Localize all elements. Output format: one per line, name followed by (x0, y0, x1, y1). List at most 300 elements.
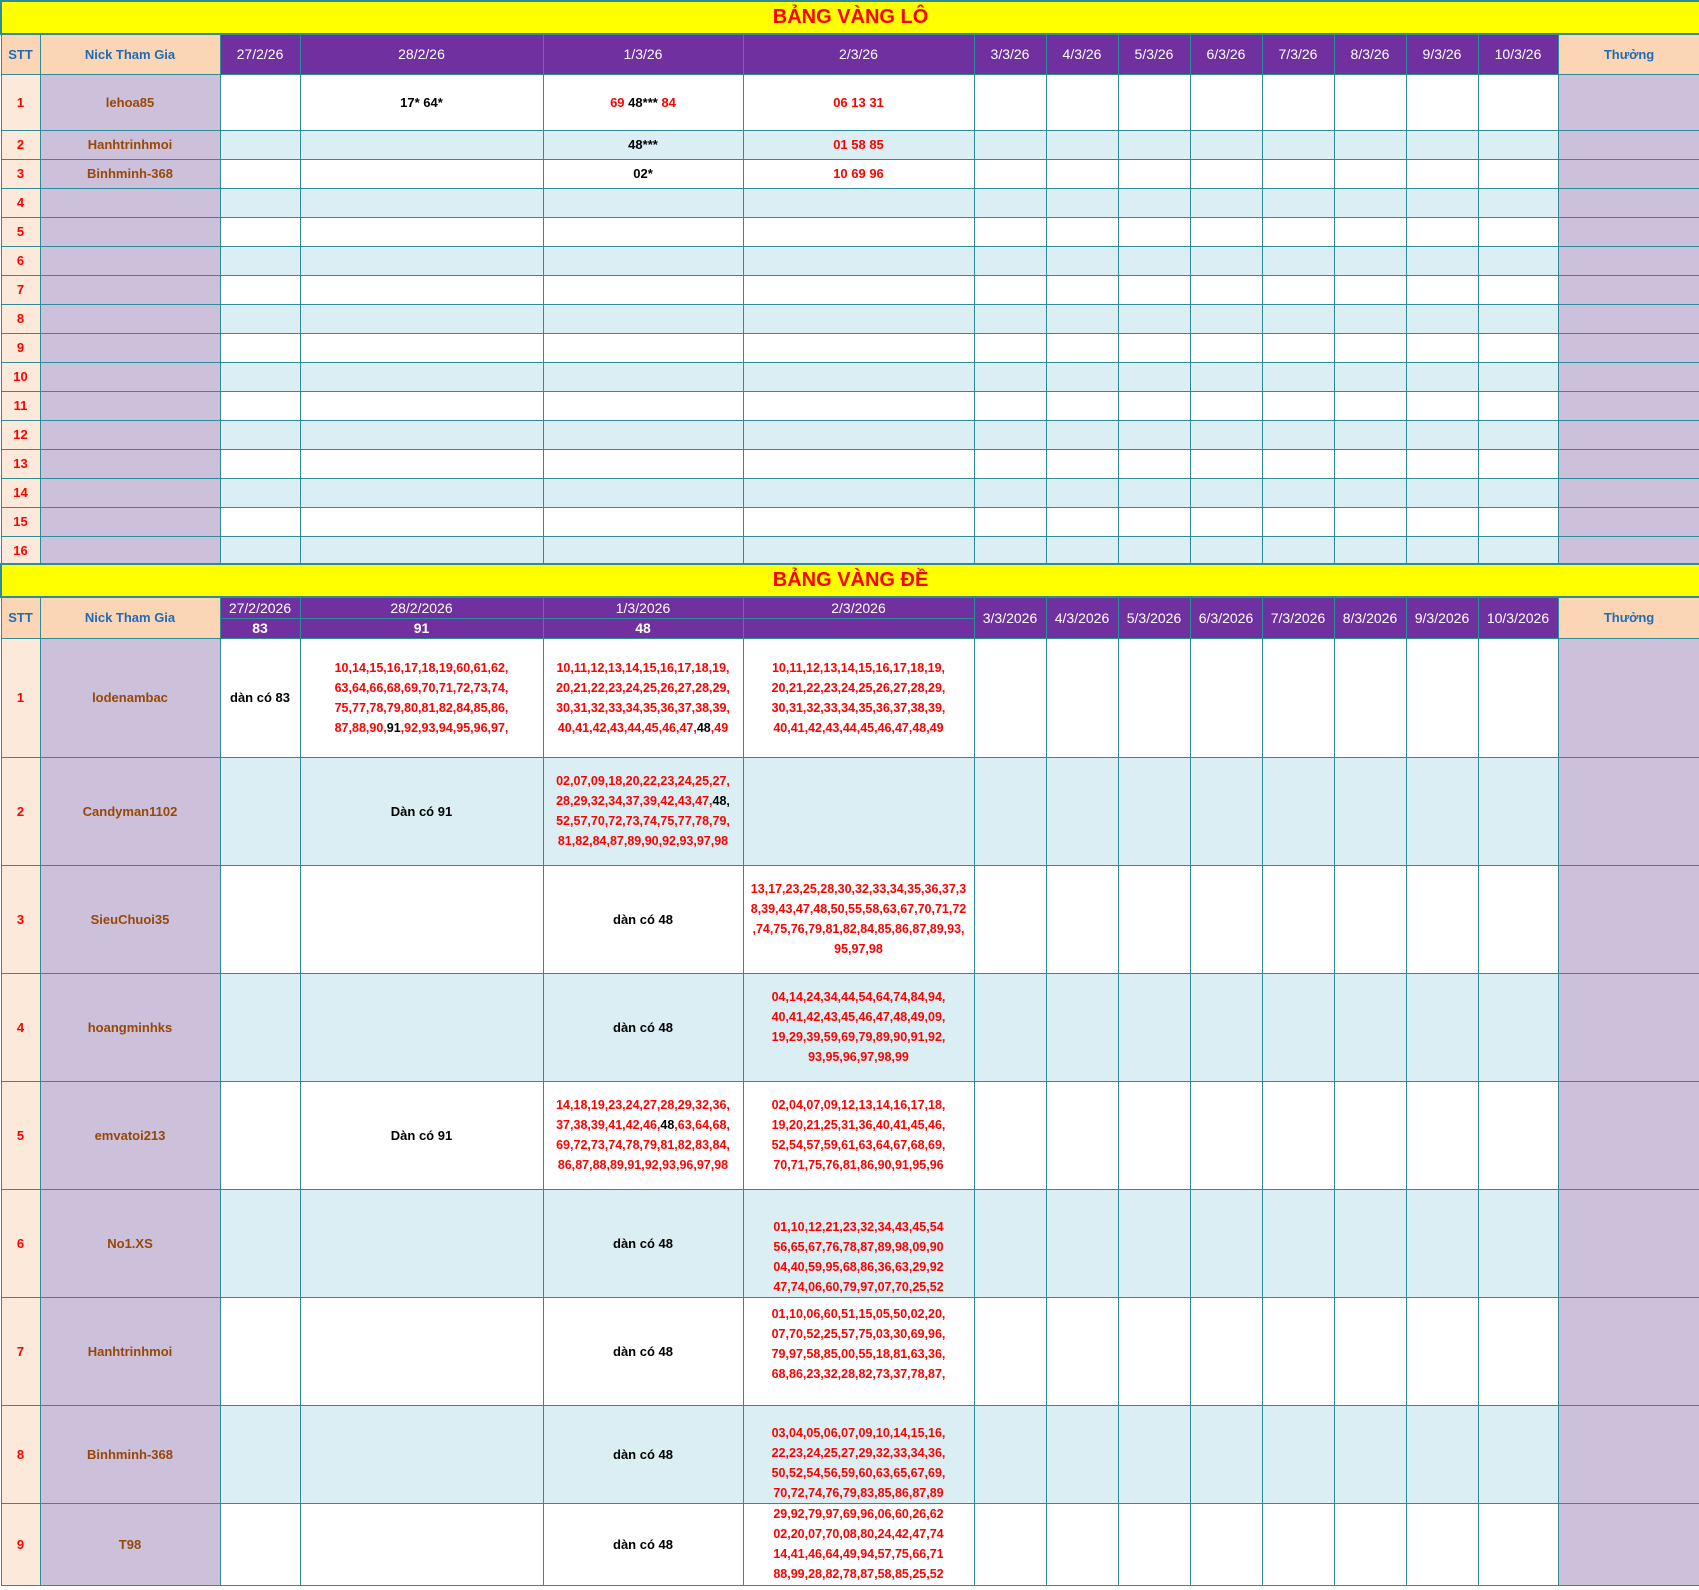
cell[interactable] (1118, 1297, 1190, 1405)
cell[interactable] (1334, 362, 1406, 391)
cell[interactable] (1334, 304, 1406, 333)
cell[interactable] (974, 217, 1046, 246)
cell[interactable] (220, 304, 300, 333)
cell[interactable] (1046, 333, 1118, 362)
cell[interactable] (1046, 865, 1118, 973)
cell[interactable] (1334, 1503, 1406, 1585)
cell[interactable] (974, 536, 1046, 565)
cell[interactable] (974, 1405, 1046, 1503)
cell[interactable] (1478, 536, 1558, 565)
nick-cell[interactable] (40, 304, 220, 333)
cell[interactable] (1190, 333, 1262, 362)
cell[interactable] (1478, 1503, 1558, 1585)
cell[interactable] (1334, 391, 1406, 420)
cell[interactable] (300, 362, 543, 391)
cell[interactable] (1406, 638, 1478, 757)
thuong-cell[interactable] (1558, 507, 1699, 536)
cell[interactable] (1046, 246, 1118, 275)
cell[interactable] (743, 1405, 974, 1503)
cell[interactable] (1406, 536, 1478, 565)
cell[interactable] (1190, 1081, 1262, 1189)
nick-cell[interactable] (40, 333, 220, 362)
cell[interactable] (300, 159, 543, 188)
thuong-cell[interactable] (1558, 130, 1699, 159)
thuong-cell[interactable] (1558, 1405, 1699, 1503)
cell[interactable] (1190, 536, 1262, 565)
cell[interactable] (743, 1081, 974, 1189)
cell[interactable] (743, 638, 974, 757)
cell[interactable] (743, 304, 974, 333)
cell[interactable] (743, 478, 974, 507)
cell[interactable] (1190, 246, 1262, 275)
cell[interactable] (1478, 159, 1558, 188)
cell[interactable] (300, 246, 543, 275)
cell[interactable] (974, 304, 1046, 333)
cell[interactable] (220, 536, 300, 565)
cell[interactable] (543, 1081, 743, 1189)
cell[interactable] (1190, 973, 1262, 1081)
cell[interactable] (220, 1405, 300, 1503)
cell[interactable] (1262, 159, 1334, 188)
thuong-cell[interactable] (1558, 420, 1699, 449)
cell[interactable]: 10 69 96 (743, 159, 974, 188)
cell[interactable] (1262, 1405, 1334, 1503)
cell[interactable] (300, 130, 543, 159)
cell[interactable] (974, 333, 1046, 362)
cell[interactable] (1190, 362, 1262, 391)
cell[interactable] (220, 188, 300, 217)
cell[interactable] (1262, 246, 1334, 275)
cell[interactable] (974, 865, 1046, 973)
cell[interactable] (974, 275, 1046, 304)
cell[interactable] (300, 507, 543, 536)
cell[interactable] (1262, 130, 1334, 159)
nick-cell[interactable] (40, 391, 220, 420)
nick-cell[interactable]: Hanhtrinhmoi (40, 1297, 220, 1405)
nick-cell[interactable]: Binhminh-368 (40, 159, 220, 188)
cell[interactable] (300, 865, 543, 973)
cell[interactable] (543, 304, 743, 333)
nick-cell[interactable]: lehoa85 (40, 74, 220, 130)
cell[interactable] (1334, 246, 1406, 275)
cell[interactable] (1334, 1405, 1406, 1503)
cell[interactable] (1118, 1503, 1190, 1585)
cell[interactable] (1190, 1297, 1262, 1405)
cell[interactable] (1118, 130, 1190, 159)
cell[interactable] (300, 973, 543, 1081)
cell[interactable] (1406, 449, 1478, 478)
thuong-cell[interactable] (1558, 973, 1699, 1081)
cell[interactable] (1190, 638, 1262, 757)
cell[interactable] (1478, 362, 1558, 391)
cell[interactable] (1478, 1189, 1558, 1297)
nick-cell[interactable]: emvatoi213 (40, 1081, 220, 1189)
cell[interactable] (1118, 478, 1190, 507)
cell[interactable]: dàn có 48 (543, 1297, 743, 1405)
thuong-cell[interactable] (1558, 865, 1699, 973)
cell[interactable] (974, 391, 1046, 420)
cell[interactable] (1046, 973, 1118, 1081)
thuong-cell[interactable] (1558, 391, 1699, 420)
nick-cell[interactable] (40, 362, 220, 391)
cell[interactable] (743, 757, 974, 865)
cell[interactable] (1190, 865, 1262, 973)
cell[interactable] (1190, 159, 1262, 188)
cell[interactable] (743, 333, 974, 362)
cell[interactable]: Dàn có 91 (300, 757, 543, 865)
cell[interactable] (1046, 159, 1118, 188)
nick-cell[interactable]: Candyman1102 (40, 757, 220, 865)
cell[interactable] (1046, 188, 1118, 217)
cell[interactable] (974, 1189, 1046, 1297)
cell[interactable] (1118, 757, 1190, 865)
cell[interactable] (1118, 865, 1190, 973)
cell[interactable] (220, 865, 300, 973)
cell[interactable] (1406, 1405, 1478, 1503)
cell[interactable] (1334, 865, 1406, 973)
cell[interactable] (743, 420, 974, 449)
cell[interactable] (1334, 74, 1406, 130)
nick-cell[interactable] (40, 478, 220, 507)
cell[interactable] (1478, 74, 1558, 130)
cell[interactable] (543, 478, 743, 507)
cell[interactable] (1334, 130, 1406, 159)
cell[interactable] (1478, 478, 1558, 507)
cell[interactable] (1262, 1189, 1334, 1297)
nick-cell[interactable] (40, 188, 220, 217)
cell[interactable] (1046, 507, 1118, 536)
cell[interactable] (1406, 188, 1478, 217)
cell[interactable] (1262, 1297, 1334, 1405)
cell[interactable] (1478, 757, 1558, 865)
cell[interactable] (1190, 1189, 1262, 1297)
nick-cell[interactable] (40, 217, 220, 246)
thuong-cell[interactable] (1558, 362, 1699, 391)
cell[interactable] (743, 1503, 974, 1585)
nick-cell[interactable]: No1.XS (40, 1189, 220, 1297)
thuong-cell[interactable] (1558, 1297, 1699, 1405)
cell[interactable] (220, 449, 300, 478)
cell[interactable] (1262, 74, 1334, 130)
cell[interactable] (220, 1503, 300, 1585)
cell[interactable] (1190, 217, 1262, 246)
cell[interactable] (743, 973, 974, 1081)
cell[interactable] (1046, 217, 1118, 246)
cell[interactable] (1334, 1081, 1406, 1189)
cell[interactable]: dàn có 48 (543, 865, 743, 973)
cell[interactable] (1334, 638, 1406, 757)
cell[interactable] (543, 188, 743, 217)
cell[interactable]: dàn có 48 (543, 1503, 743, 1585)
cell[interactable]: 02* (543, 159, 743, 188)
cell[interactable] (543, 362, 743, 391)
cell[interactable] (1406, 275, 1478, 304)
thuong-cell[interactable] (1558, 536, 1699, 565)
cell[interactable] (1406, 304, 1478, 333)
cell[interactable] (974, 159, 1046, 188)
cell[interactable] (220, 275, 300, 304)
cell[interactable] (1406, 130, 1478, 159)
cell[interactable] (1334, 188, 1406, 217)
nick-cell[interactable] (40, 246, 220, 275)
cell[interactable] (1478, 130, 1558, 159)
cell[interactable]: Dàn có 91 (300, 1081, 543, 1189)
cell[interactable] (1118, 1405, 1190, 1503)
nick-cell[interactable] (40, 536, 220, 565)
cell[interactable] (743, 275, 974, 304)
cell[interactable] (300, 188, 543, 217)
cell[interactable] (220, 391, 300, 420)
cell[interactable] (1406, 217, 1478, 246)
thuong-cell[interactable] (1558, 757, 1699, 865)
cell[interactable] (743, 1189, 974, 1297)
cell[interactable] (743, 449, 974, 478)
thuong-cell[interactable] (1558, 159, 1699, 188)
cell[interactable] (1046, 638, 1118, 757)
nick-cell[interactable]: lodenambac (40, 638, 220, 757)
cell[interactable] (1334, 1189, 1406, 1297)
cell[interactable] (1262, 1081, 1334, 1189)
nick-cell[interactable] (40, 420, 220, 449)
cell[interactable] (543, 275, 743, 304)
thuong-cell[interactable] (1558, 217, 1699, 246)
thuong-cell[interactable] (1558, 333, 1699, 362)
cell[interactable] (543, 449, 743, 478)
cell[interactable] (743, 507, 974, 536)
cell[interactable] (1118, 304, 1190, 333)
cell[interactable] (300, 536, 543, 565)
cell[interactable] (1046, 757, 1118, 865)
cell[interactable] (1406, 1081, 1478, 1189)
cell[interactable] (1046, 275, 1118, 304)
cell[interactable] (1262, 420, 1334, 449)
cell[interactable] (1334, 275, 1406, 304)
cell[interactable] (220, 362, 300, 391)
cell[interactable] (1406, 757, 1478, 865)
cell[interactable] (1406, 1297, 1478, 1405)
cell[interactable] (1406, 973, 1478, 1081)
cell[interactable] (974, 507, 1046, 536)
cell[interactable] (1118, 420, 1190, 449)
cell[interactable] (1118, 246, 1190, 275)
cell[interactable] (220, 246, 300, 275)
cell[interactable] (1262, 304, 1334, 333)
cell[interactable] (1334, 973, 1406, 1081)
cell[interactable] (1406, 333, 1478, 362)
thuong-cell[interactable] (1558, 275, 1699, 304)
cell[interactable] (1190, 1503, 1262, 1585)
cell[interactable] (543, 536, 743, 565)
cell[interactable] (543, 507, 743, 536)
cell[interactable] (974, 757, 1046, 865)
thuong-cell[interactable] (1558, 246, 1699, 275)
cell[interactable] (1406, 420, 1478, 449)
cell[interactable] (1262, 449, 1334, 478)
cell[interactable] (1334, 507, 1406, 536)
cell[interactable]: dàn có 48 (543, 1405, 743, 1503)
cell[interactable] (1406, 1503, 1478, 1585)
cell[interactable] (1262, 188, 1334, 217)
cell[interactable] (974, 1081, 1046, 1189)
cell[interactable] (974, 449, 1046, 478)
cell[interactable] (1478, 973, 1558, 1081)
cell[interactable] (1478, 391, 1558, 420)
cell[interactable] (1046, 1405, 1118, 1503)
thuong-cell[interactable] (1558, 449, 1699, 478)
cell[interactable] (1478, 275, 1558, 304)
thuong-cell[interactable] (1558, 304, 1699, 333)
cell[interactable] (974, 362, 1046, 391)
cell[interactable] (974, 420, 1046, 449)
nick-cell[interactable]: T98 (40, 1503, 220, 1585)
cell[interactable] (543, 246, 743, 275)
cell[interactable] (743, 536, 974, 565)
cell[interactable] (974, 638, 1046, 757)
cell[interactable] (1406, 362, 1478, 391)
cell[interactable] (1334, 217, 1406, 246)
cell[interactable] (1406, 1189, 1478, 1297)
cell[interactable] (974, 74, 1046, 130)
cell[interactable] (1478, 638, 1558, 757)
cell[interactable] (1262, 275, 1334, 304)
cell[interactable] (1406, 159, 1478, 188)
cell[interactable] (1118, 217, 1190, 246)
cell[interactable]: 48*** (543, 130, 743, 159)
thuong-cell[interactable] (1558, 1189, 1699, 1297)
cell[interactable] (743, 246, 974, 275)
cell[interactable] (1190, 449, 1262, 478)
cell[interactable] (1190, 420, 1262, 449)
cell[interactable] (743, 865, 974, 973)
cell[interactable] (1118, 362, 1190, 391)
cell[interactable]: 17* 64* (300, 74, 543, 130)
cell[interactable] (1334, 1297, 1406, 1405)
thuong-cell[interactable] (1558, 478, 1699, 507)
nick-cell[interactable] (40, 449, 220, 478)
cell[interactable] (1478, 1405, 1558, 1503)
cell[interactable] (974, 973, 1046, 1081)
cell[interactable] (300, 391, 543, 420)
nick-cell[interactable]: SieuChuoi35 (40, 865, 220, 973)
cell[interactable] (543, 74, 743, 130)
cell[interactable] (1046, 74, 1118, 130)
cell[interactable] (220, 757, 300, 865)
cell[interactable] (1334, 478, 1406, 507)
cell[interactable] (220, 333, 300, 362)
cell[interactable] (1262, 391, 1334, 420)
cell[interactable] (543, 391, 743, 420)
cell[interactable]: dàn có 48 (543, 973, 743, 1081)
cell[interactable] (1046, 1189, 1118, 1297)
cell[interactable] (220, 1081, 300, 1189)
cell[interactable] (1118, 391, 1190, 420)
cell[interactable] (300, 275, 543, 304)
cell[interactable] (743, 188, 974, 217)
nick-cell[interactable] (40, 275, 220, 304)
cell[interactable] (1046, 1081, 1118, 1189)
cell[interactable] (300, 420, 543, 449)
cell[interactable] (1118, 638, 1190, 757)
cell[interactable] (1478, 420, 1558, 449)
cell[interactable] (543, 420, 743, 449)
cell[interactable] (1262, 973, 1334, 1081)
nick-cell[interactable]: Hanhtrinhmoi (40, 130, 220, 159)
cell[interactable] (974, 188, 1046, 217)
cell[interactable] (300, 638, 543, 757)
cell[interactable] (1262, 217, 1334, 246)
cell[interactable] (1190, 130, 1262, 159)
nick-cell[interactable] (40, 507, 220, 536)
cell[interactable] (743, 1297, 974, 1405)
cell[interactable] (1478, 507, 1558, 536)
cell[interactable] (1334, 449, 1406, 478)
cell[interactable] (1478, 1297, 1558, 1405)
cell[interactable] (974, 478, 1046, 507)
cell[interactable] (1046, 362, 1118, 391)
cell[interactable] (1262, 865, 1334, 973)
cell[interactable] (1046, 478, 1118, 507)
cell[interactable] (1478, 188, 1558, 217)
cell[interactable] (1118, 188, 1190, 217)
cell[interactable] (1190, 1405, 1262, 1503)
cell[interactable] (1262, 333, 1334, 362)
cell[interactable] (1478, 449, 1558, 478)
cell[interactable] (1190, 74, 1262, 130)
nick-cell[interactable]: hoangminhks (40, 973, 220, 1081)
cell[interactable] (1190, 275, 1262, 304)
cell[interactable] (1478, 1081, 1558, 1189)
cell[interactable] (1190, 507, 1262, 536)
cell[interactable] (1262, 507, 1334, 536)
cell[interactable]: dàn có 48 (543, 1189, 743, 1297)
cell[interactable] (220, 973, 300, 1081)
cell[interactable] (220, 420, 300, 449)
cell[interactable] (1406, 391, 1478, 420)
cell[interactable] (1262, 536, 1334, 565)
cell[interactable] (300, 1405, 543, 1503)
cell[interactable] (974, 246, 1046, 275)
cell[interactable] (220, 217, 300, 246)
cell[interactable] (543, 757, 743, 865)
cell[interactable] (1046, 130, 1118, 159)
cell[interactable] (1334, 757, 1406, 865)
cell[interactable] (220, 1189, 300, 1297)
thuong-cell[interactable] (1558, 188, 1699, 217)
cell[interactable] (1406, 74, 1478, 130)
cell[interactable] (300, 1503, 543, 1585)
cell[interactable] (300, 304, 543, 333)
cell[interactable] (1046, 536, 1118, 565)
thuong-cell[interactable] (1558, 1081, 1699, 1189)
cell[interactable] (1262, 478, 1334, 507)
cell[interactable] (220, 159, 300, 188)
cell[interactable] (1334, 536, 1406, 565)
cell[interactable] (974, 1297, 1046, 1405)
cell[interactable] (220, 74, 300, 130)
cell[interactable] (974, 130, 1046, 159)
cell[interactable] (1118, 74, 1190, 130)
cell[interactable] (300, 449, 543, 478)
cell[interactable] (1190, 304, 1262, 333)
cell[interactable] (1262, 1503, 1334, 1585)
cell[interactable] (1046, 420, 1118, 449)
cell[interactable] (1118, 1081, 1190, 1189)
cell[interactable] (1478, 304, 1558, 333)
cell[interactable] (220, 130, 300, 159)
cell[interactable] (1190, 391, 1262, 420)
cell[interactable] (1046, 1503, 1118, 1585)
cell[interactable] (1118, 159, 1190, 188)
